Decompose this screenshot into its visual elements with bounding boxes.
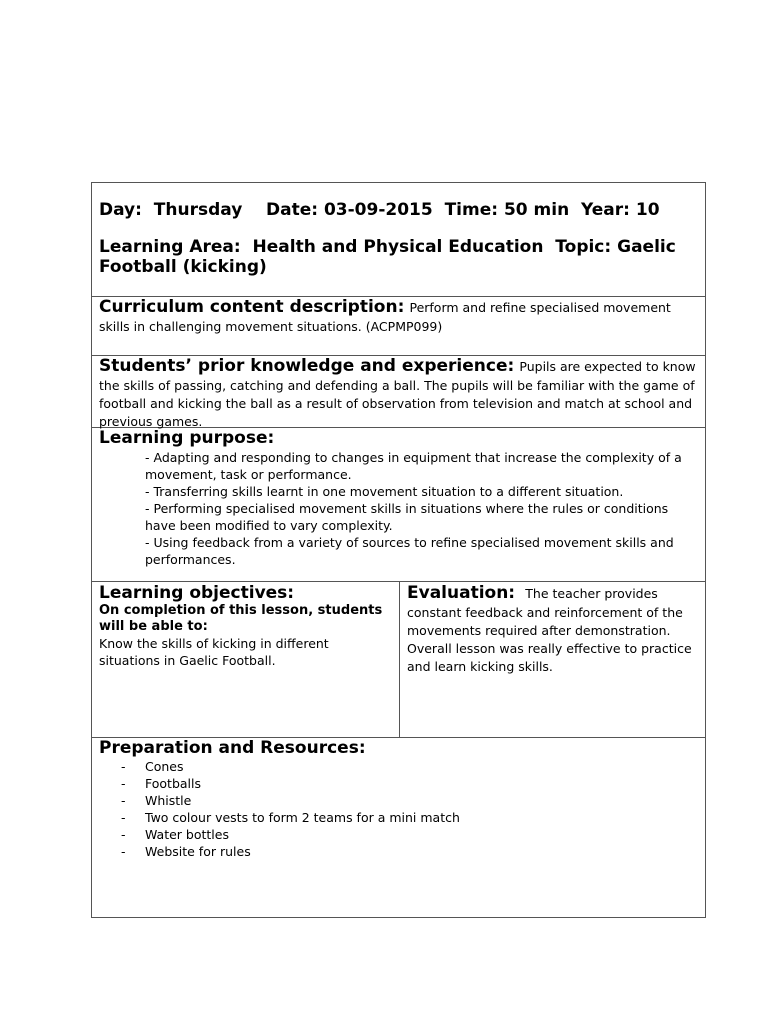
time-value: 50 min [503, 200, 570, 220]
prior-knowledge-cell [99, 356, 699, 427]
list-marker: - [121, 810, 126, 825]
curriculum-row [92, 297, 705, 356]
resource-text: Water bottles [145, 827, 229, 842]
purpose-list [145, 449, 699, 568]
prior-heading: Students’ prior knowledge and experience: [99, 356, 515, 376]
resource-text: Two colour vests to form 2 teams for a mini match [145, 810, 460, 825]
area-label: Learning Area: [99, 237, 241, 257]
list-item [121, 758, 699, 775]
curriculum-cell [99, 297, 699, 355]
day-value: Thursday [153, 200, 243, 220]
header-cell [99, 200, 699, 296]
list-item: - Adapting and responding to changes in equipment that increase the complexity of a movement, task or performance. [145, 450, 682, 482]
resource-text: Whistle [145, 793, 192, 808]
resource-text: Footballs [145, 776, 201, 791]
resources-cell [99, 738, 699, 917]
lesson-plan-table [91, 182, 706, 918]
resources-row [92, 738, 705, 917]
time-label: Time: [444, 200, 499, 220]
header-row [92, 183, 705, 297]
list-item [121, 843, 699, 860]
list-marker: - [121, 844, 126, 859]
list-item [121, 826, 699, 843]
curriculum-heading: Curriculum content description: [99, 297, 405, 317]
date-label: Date: [266, 200, 319, 220]
area-value: Health and Physical Education [252, 237, 544, 257]
objectives-cell [92, 582, 400, 737]
day-date-line [99, 200, 699, 220]
list-marker: - [121, 776, 126, 791]
evaluation-text: The teacher provides constant feedback and reinforcement of the movements required after demonstration. Overall lesson was really effective to practice and learn kicking skills. [407, 586, 692, 674]
list-item: - Performing specialised movement skills in situations where the rules or conditions have been modified to vary complexity. [145, 501, 669, 533]
learning-purpose-row [92, 428, 705, 582]
date-value: 03-09-2015 [323, 200, 433, 220]
list-item: - Transferring skills learnt in one movement situation to a different situation. [145, 484, 624, 499]
list-item [121, 775, 699, 792]
list-item [121, 792, 699, 809]
day-label: Day: [99, 200, 142, 220]
objectives-subheading: On completion of this lesson, students will be able to: [99, 603, 383, 634]
objectives-heading: Learning objectives: [99, 583, 295, 603]
resource-text: Cones [145, 759, 184, 774]
resources-list [121, 758, 699, 860]
objectives-evaluation-row [92, 582, 705, 738]
objectives-text: Know the skills of kicking in different situations in Gaelic Football. [99, 636, 329, 668]
list-marker: - [121, 827, 126, 842]
resources-heading: Preparation and Resources: [99, 738, 366, 758]
year-label: Year: [581, 200, 630, 220]
purpose-heading: Learning purpose: [99, 428, 275, 448]
learning-purpose-cell [99, 428, 699, 581]
prior-text: Pupils are expected to know the skills of passing, catching and defending a ball. The pupils will be familiar with the game of football and kicking the ball as a result of observation from television and match at school and previous games. [99, 359, 696, 429]
resource-text: Website for rules [145, 844, 251, 859]
evaluation-cell [400, 582, 705, 737]
area-topic-line [99, 237, 699, 277]
year-value: 10 [635, 200, 660, 220]
list-item: - Using feedback from a variety of sources to refine specialised movement skills and performances. [145, 535, 674, 567]
list-marker: - [121, 759, 126, 774]
topic-label: Topic: [555, 237, 612, 257]
evaluation-heading: Evaluation: [407, 583, 516, 603]
topic-value: Gaelic Football (kicking) [99, 237, 676, 277]
list-item [121, 809, 699, 826]
curriculum-text: Perform and refine specialised movement skills in challenging movement situations. (ACPMP099) [99, 300, 671, 334]
prior-knowledge-row [92, 356, 705, 428]
list-marker: - [121, 793, 126, 808]
